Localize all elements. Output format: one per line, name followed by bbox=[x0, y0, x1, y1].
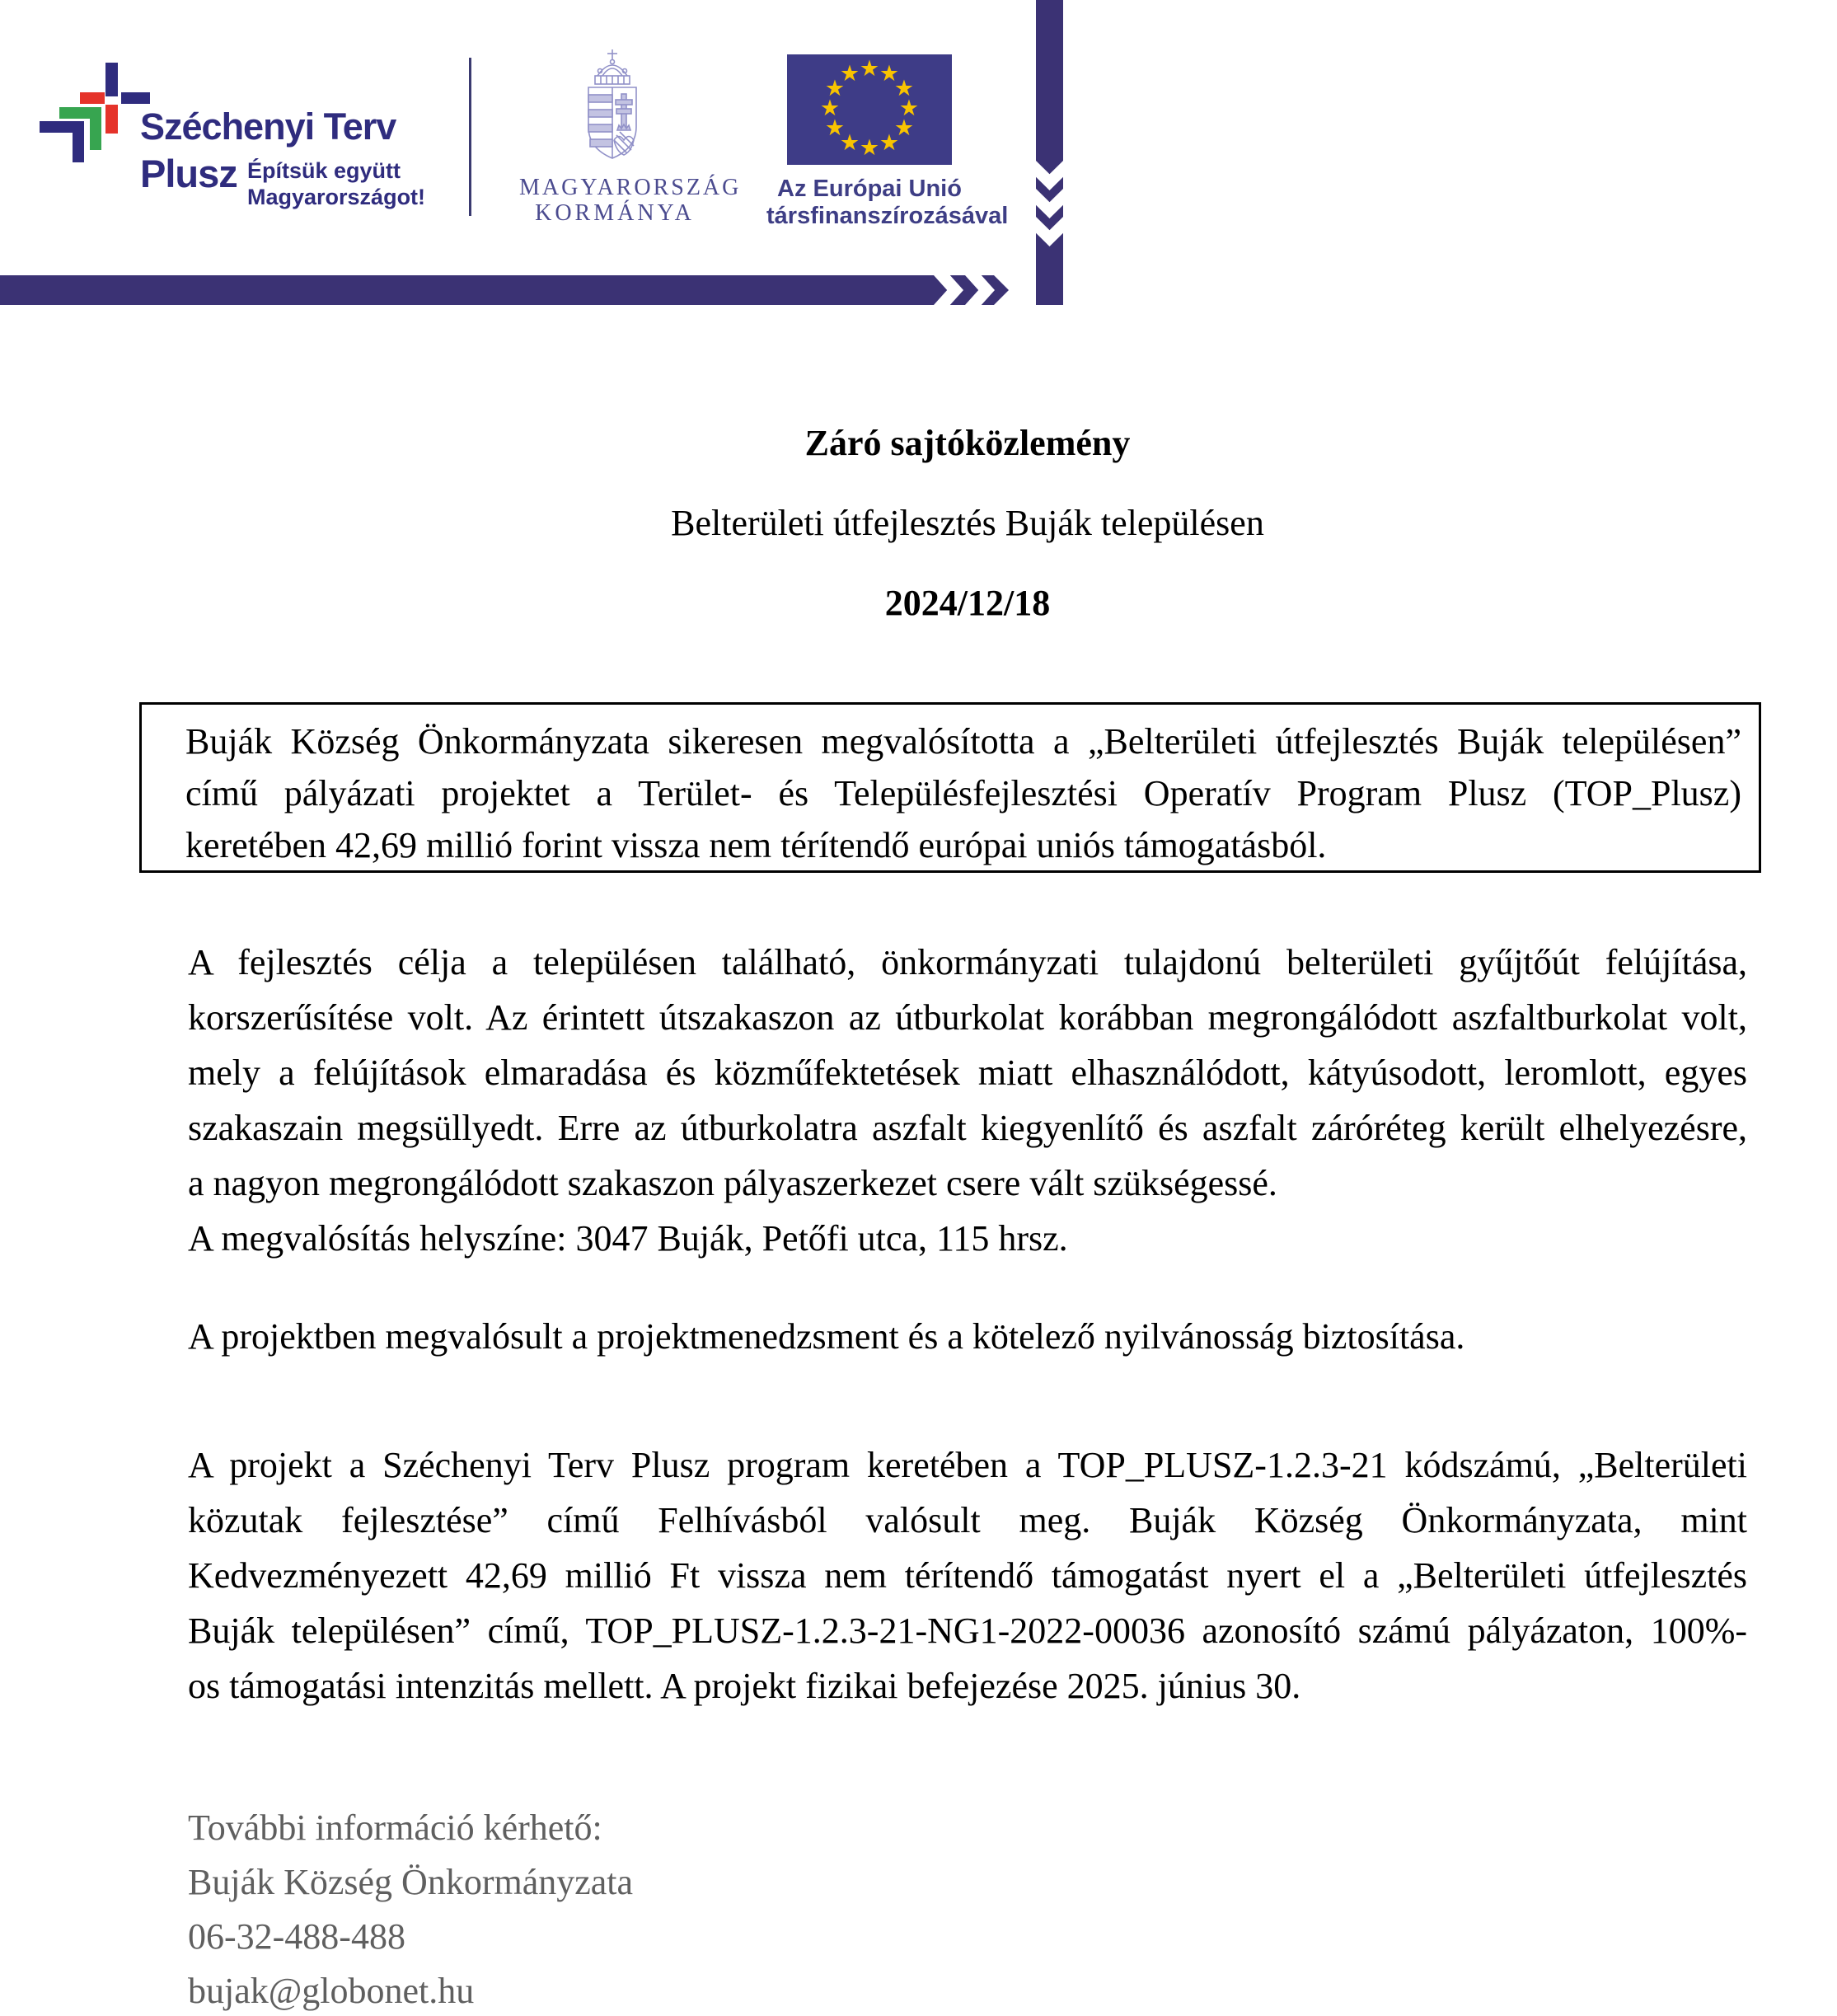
body-paragraph-3 bbox=[188, 1437, 1747, 1714]
body-line: Buják településen” című, TOP_PLUSZ-1.2.3-21-NG1-2022-00036 azonosító számú pályázaton, 100%- bbox=[188, 1610, 1747, 1651]
page-subtitle: Belterületi útfejlesztés Buják településen bbox=[671, 503, 1264, 543]
lead-line: Buják Község Önkormányzata sikeresen megvalósította a „Belterületi útfejlesztés Buják településen” bbox=[185, 721, 1741, 762]
body-line: A projekt a Széchenyi Terv Plusz program keretében a TOP_PLUSZ-1.2.3-21 kódszámú, „Belterületi bbox=[188, 1445, 1747, 1485]
body-line: közutak fejlesztése” című Felhívásból valósult meg. Buják Község Önkormányzata, mint bbox=[188, 1500, 1747, 1540]
government-label-line1: MAGYARORSZÁG bbox=[519, 175, 742, 200]
contact-email: bujak@globonet.hu bbox=[188, 1971, 475, 2011]
szechenyi-tagline-2: Magyarországot! bbox=[247, 185, 426, 209]
government-label-line2: KORMÁNYA bbox=[535, 200, 695, 226]
szechenyi-logo-text-plusz: Plusz bbox=[140, 152, 237, 195]
body-paragraph-2 bbox=[188, 1309, 1747, 1364]
page-title: Záró sajtóközlemény bbox=[804, 423, 1131, 463]
body-line: A projektben megvalósult a projektmenedzsment és a kötelező nyilvánosság biztosítása. bbox=[188, 1316, 1465, 1357]
szechenyi-logo-text: Széchenyi Terv bbox=[140, 105, 396, 148]
body-line: a nagyon megrongálódott szakaszon pályaszerkezet csere vált szükségessé. bbox=[188, 1163, 1277, 1203]
body-paragraph-1 bbox=[188, 935, 1747, 1266]
contact-more-info-label: További információ kérhető: bbox=[188, 1807, 602, 1848]
contact-organization: Buják Község Önkormányzata bbox=[188, 1862, 634, 1902]
hungary-coat-of-arms-icon bbox=[577, 48, 648, 171]
eu-flag-icon: ★ ★ ★ ★ ★ ★ ★ ★ ★ ★ ★ ★ bbox=[787, 54, 952, 165]
logo-divider bbox=[469, 58, 471, 216]
eu-caption-line2: társfinanszírozásával bbox=[766, 203, 1009, 229]
lead-paragraph-box bbox=[139, 702, 1761, 873]
lead-line: című pályázati projektet a Terület- és Településfejlesztési Operatív Program Plusz (TOP_Plusz) bbox=[185, 773, 1741, 813]
body-line: A fejlesztés célja a településen található, önkormányzati tulajdonú belterületi gyűjtőút felújítása, bbox=[188, 942, 1747, 982]
body-line: Kedvezményezett 42,69 millió Ft vissza nem térítendő támogatást nyert el a „Belterületi útfejlesztés bbox=[188, 1555, 1747, 1596]
body-line: A megvalósítás helyszíne: 3047 Buják, Petőfi utca, 115 hrsz. bbox=[188, 1218, 1068, 1259]
contact-info bbox=[188, 1801, 1747, 2016]
banner-vertical-bar bbox=[1036, 0, 1063, 305]
document-date: 2024/12/18 bbox=[884, 583, 1051, 623]
lead-line: keretében 42,69 millió forint vissza nem térítendő európai uniós támogatásból. bbox=[185, 825, 1327, 865]
body-line: os támogatási intenzitás mellett. A projekt fizikai befejezése 2025. június 30. bbox=[188, 1666, 1301, 1706]
eu-caption-line1: Az Európai Unió bbox=[777, 176, 962, 202]
szechenyi-tagline-1: Építsük együtt bbox=[247, 158, 401, 183]
banner-horizontal-bar bbox=[0, 275, 1009, 305]
body-line: korszerűsítése volt. Az érintett útszakaszon az útburkolat korábban megrongálódott aszfaltburkolat volt, bbox=[188, 997, 1747, 1038]
body-line: szakaszain megsüllyedt. Erre az útburkolatra aszfalt kiegyenlítő és aszfalt záróréteg került elhelyezésre, bbox=[188, 1108, 1747, 1148]
body-line: mely a felújítások elmaradása és közműfektetések miatt elhasználódott, kátyúsodott, leromlott, egyes bbox=[188, 1053, 1747, 1093]
contact-phone: 06-32-488-488 bbox=[188, 1916, 405, 1957]
